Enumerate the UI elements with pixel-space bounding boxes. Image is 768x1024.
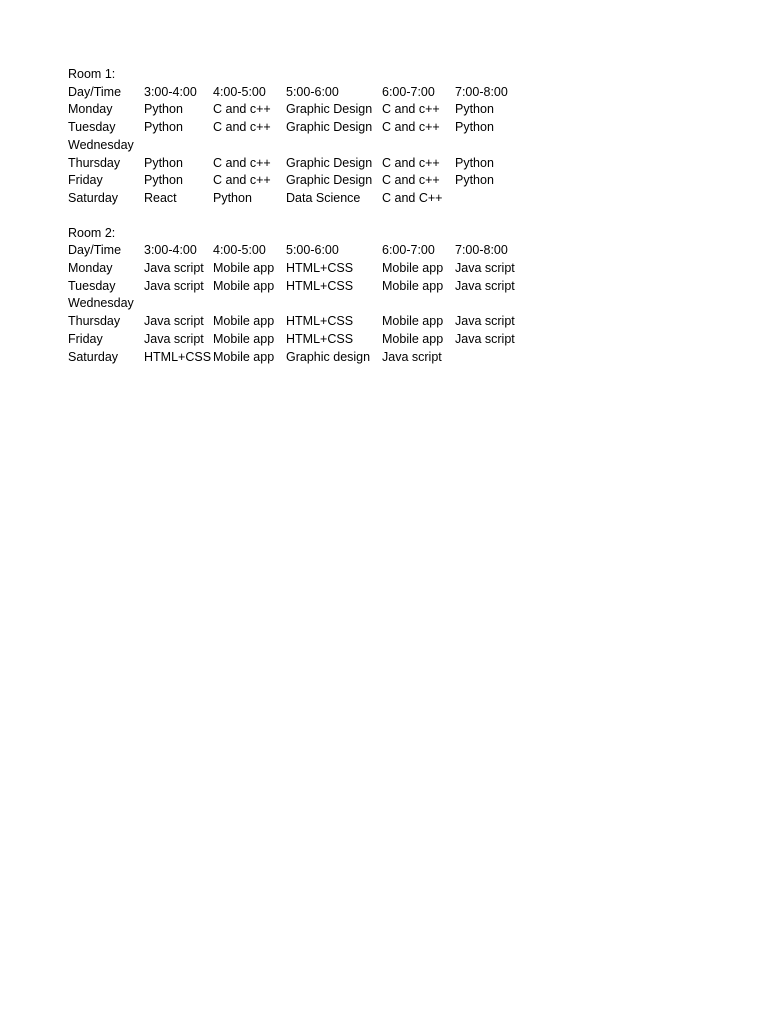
table-cell: HTML+CSS <box>144 349 212 364</box>
table-cell: C and c++ <box>213 102 271 117</box>
table-row <box>68 331 525 349</box>
table-cell: Python <box>144 155 183 170</box>
table-cell <box>382 137 455 155</box>
table-cell: Java script <box>455 261 515 275</box>
table-cell: Mobile app <box>213 331 275 346</box>
table-cell <box>455 190 525 208</box>
day-cell: Saturday <box>68 349 119 364</box>
table-cell <box>455 349 525 367</box>
table-cell: Mobile app <box>213 278 275 293</box>
table-cell: Graphic Design <box>286 173 373 188</box>
table-cell: HTML+CSS <box>286 314 354 329</box>
table-cell <box>213 295 286 313</box>
table-cell <box>213 137 286 155</box>
day-cell: Wednesday <box>68 137 134 152</box>
header-cell: Day/Time <box>68 243 122 258</box>
table-cell: Python <box>144 102 183 117</box>
table-cell: Java script <box>144 314 204 329</box>
table-cell: Java script <box>144 261 204 275</box>
table-cell: C and c++ <box>213 120 271 135</box>
header-cell: Day/Time <box>68 84 122 99</box>
table-cell <box>286 137 382 155</box>
table-cell: C and c++ <box>382 173 440 188</box>
table-cell: Java script <box>144 331 204 346</box>
table-row <box>68 155 525 173</box>
table-row <box>68 101 525 119</box>
header-cell: 3:00-4:00 <box>144 243 197 258</box>
header-cell: 3:00-4:00 <box>144 84 197 99</box>
table-cell: Java script <box>455 278 515 293</box>
table-cell: Java script <box>382 349 442 364</box>
header-cell: 4:00-5:00 <box>213 84 266 99</box>
table-cell: Mobile app <box>382 331 444 346</box>
table-cell: C and c++ <box>382 120 440 135</box>
day-cell: Monday <box>68 261 113 275</box>
table-row <box>68 137 525 155</box>
header-cell: 6:00-7:00 <box>382 243 435 258</box>
day-cell: Saturday <box>68 190 119 205</box>
table-header-row <box>68 84 525 102</box>
room-1-section <box>68 66 525 208</box>
table-cell: Mobile app <box>382 314 444 329</box>
room-2-schedule-table <box>68 242 525 366</box>
day-cell: Thursday <box>68 155 121 170</box>
table-cell: Python <box>455 120 494 135</box>
table-cell: Java script <box>455 331 515 346</box>
table-cell: Graphic Design <box>286 102 373 117</box>
table-cell: Data Science <box>286 190 361 205</box>
table-cell: Python <box>213 190 252 205</box>
header-cell: 7:00-8:00 <box>455 84 508 99</box>
table-cell: C and c++ <box>382 102 440 117</box>
table-cell: Mobile app <box>382 278 444 293</box>
table-cell: Python <box>455 102 494 117</box>
table-cell <box>455 137 525 155</box>
table-cell: Java script <box>455 314 515 329</box>
table-cell <box>144 137 213 155</box>
table-row <box>68 295 525 313</box>
table-cell: React <box>144 190 177 205</box>
header-cell: 5:00-6:00 <box>286 84 339 99</box>
table-cell: Mobile app <box>213 349 275 364</box>
day-cell: Tuesday <box>68 278 116 293</box>
table-row <box>68 190 525 208</box>
table-cell: Graphic design <box>286 349 371 364</box>
table-cell <box>382 295 455 313</box>
header-cell: 7:00-8:00 <box>455 243 508 258</box>
table-row <box>68 172 525 190</box>
table-cell: HTML+CSS <box>286 278 354 293</box>
header-cell: 4:00-5:00 <box>213 243 266 258</box>
table-cell: Mobile app <box>213 261 275 275</box>
table-cell <box>455 295 525 313</box>
header-cell: 6:00-7:00 <box>382 84 435 99</box>
table-cell: Python <box>144 173 183 188</box>
table-row <box>68 260 525 278</box>
room-2-section <box>68 225 525 367</box>
room-1-schedule-table <box>68 84 525 208</box>
table-cell: Python <box>455 155 494 170</box>
table-cell: Mobile app <box>382 261 444 275</box>
table-row <box>68 313 525 331</box>
table-row <box>68 119 525 137</box>
table-cell: Python <box>455 173 494 188</box>
table-cell: Java script <box>144 278 204 293</box>
table-cell: Mobile app <box>213 314 275 329</box>
day-cell: Tuesday <box>68 120 116 135</box>
room-1-title: Room 1: <box>68 67 116 81</box>
table-cell: HTML+CSS <box>286 261 354 275</box>
table-cell <box>144 295 213 313</box>
table-cell: C and c++ <box>382 155 440 170</box>
header-cell: 5:00-6:00 <box>286 243 339 258</box>
table-row <box>68 349 525 367</box>
table-cell: C and c++ <box>213 173 271 188</box>
day-cell: Thursday <box>68 314 121 329</box>
document-page <box>68 66 525 366</box>
table-cell: Graphic Design <box>286 120 373 135</box>
table-cell <box>286 295 382 313</box>
table-cell: HTML+CSS <box>286 331 354 346</box>
room-2-title: Room 2: <box>68 225 116 240</box>
table-row <box>68 278 525 296</box>
table-cell: Graphic Design <box>286 155 373 170</box>
table-cell: C and c++ <box>213 155 271 170</box>
day-cell: Friday <box>68 331 103 346</box>
day-cell: Monday <box>68 102 113 117</box>
table-cell: Python <box>144 120 183 135</box>
table-cell: C and C++ <box>382 190 443 205</box>
table-header-row <box>68 242 525 260</box>
day-cell: Friday <box>68 173 103 188</box>
day-cell: Wednesday <box>68 296 134 311</box>
